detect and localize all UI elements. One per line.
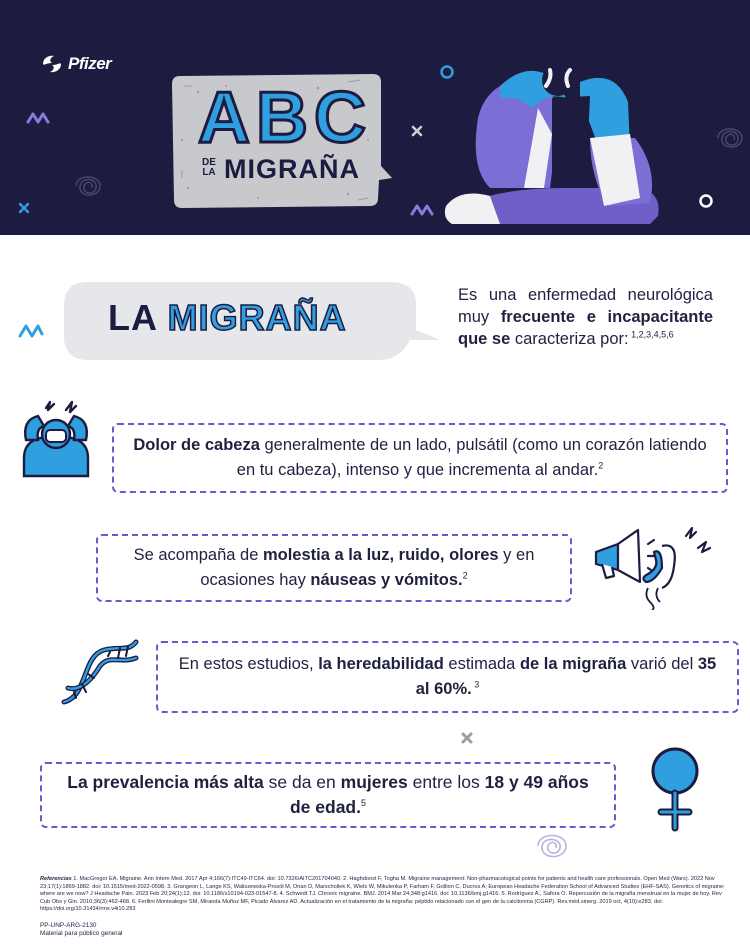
scribble-icon	[710, 118, 750, 158]
card4-bold3: 18 y 49 años de edad.	[289, 772, 589, 817]
card1-bold: Dolor de cabeza	[133, 436, 260, 454]
cross-icon	[410, 124, 424, 138]
cross-icon	[460, 731, 474, 745]
squiggle-icon	[26, 110, 50, 126]
person-with-headache-illustration	[440, 38, 670, 228]
info-card-symptoms-text	[116, 543, 552, 593]
references	[40, 876, 730, 914]
card1-ref: 2	[598, 460, 604, 471]
intro-refs: 1,2,3,4,5,6	[628, 329, 674, 340]
circle-icon	[698, 193, 714, 209]
references-label: Referencias	[40, 876, 72, 882]
card4-text1: se da en	[263, 772, 341, 792]
card2-bold1: molestia a la luz, ruido, olores	[262, 546, 499, 564]
card3-text1: En estos estudios,	[178, 655, 319, 673]
card2-text2: y en ocasiones hay	[200, 546, 535, 589]
dna-icon	[58, 636, 142, 708]
cross-icon	[18, 202, 30, 214]
scribble-icon	[530, 826, 574, 866]
info-card-symptoms	[96, 534, 572, 602]
material-code: PP-UNP-ARG-2130	[40, 922, 97, 929]
card4-text2: entre los	[407, 772, 485, 792]
card3-bold1: la heredabilidad	[318, 655, 444, 673]
headache-person-icon	[16, 400, 98, 478]
card3-text2: estimada	[443, 655, 520, 673]
card2-ref: 2	[462, 570, 468, 581]
brand-name: Pfizer	[68, 54, 112, 73]
card3-ref: 3	[471, 679, 480, 690]
intro-text-part2: caracteriza por:	[510, 330, 629, 348]
squiggle-icon	[410, 202, 434, 218]
card3-text3: varió del	[626, 655, 698, 673]
scribble-icon	[68, 166, 108, 206]
megaphone-nose-icon	[588, 522, 718, 610]
card4-bold2: mujeres	[340, 772, 408, 792]
migrana-title: MIGRAÑA	[224, 154, 360, 184]
info-card-heritability-text	[176, 652, 719, 702]
squiggle-icon	[18, 322, 44, 340]
intro-text-bold: frecuente e incapacitante que se	[458, 308, 713, 348]
card3-bold2: de la migraña	[519, 655, 627, 673]
intro-heading-part2: MIGRAÑA	[167, 297, 347, 338]
info-card-headache	[112, 423, 728, 493]
brand-logo	[40, 52, 111, 76]
intro-heading	[108, 298, 347, 338]
header-banner	[0, 0, 750, 235]
info-card-headache-text	[132, 433, 708, 483]
card2-bold2: náuseas y vómitos.	[310, 571, 463, 589]
info-card-heritability	[156, 641, 739, 713]
intro-description	[458, 284, 713, 350]
de-la-label: DE LA	[202, 157, 216, 178]
card4-bold1: La prevalencia más alta	[67, 772, 264, 792]
intro-text-part1: Es una enfermedad neurológica muy	[458, 286, 713, 326]
abc-title: ABC	[198, 78, 372, 158]
material-note: Material para público general	[40, 930, 123, 937]
card3-bold3: 35 al 60%.	[415, 655, 717, 698]
female-symbol-icon	[646, 744, 704, 832]
card1-text: generalmente de un lado, pulsátil (como un corazón latiendo en tu cabeza), intenso y que incrementa al andar.	[236, 436, 707, 479]
card2-text1: Se acompaña de	[133, 546, 263, 564]
pfizer-logo-icon	[40, 52, 64, 76]
card4-ref: 5	[360, 798, 366, 809]
info-card-prevalence	[40, 762, 616, 828]
references-text: 1. MacGregor EA. Migraine. Ann Intern Med. 2017 Apr 4;166(7):ITC49-ITC64. doi: 10.7326/AITC201704040. 2. Haghdoost F, Togha M. Migraine management: Non-pharmacological points for patients and health care professionals. Open Med (Wars). 2022 Nov 23;17(1):1869-1882. doi: 10.1515/med-2022-0598. 3. Grangeon L, Lange KS, Waliszewska-Prosół M, Onan D, Marschollek K, Wiels W, Mikulenka P, Farham F, Gollion C, Ducros A; European Headache Federation School of Advanced Studies (EHF-SAS). Genetics of migraine: where are we now? J Headache Pain. 2023 Feb 20;24(1):12. doi: 10.1186/s10194-023-01547-8. 4. Schwedt TJ. Chronic migraine. BMJ. 2014 Mar 24;348:g1416. doi: 10.1136/bmj.g1416. 5. Rodríguez A., Safora O. Repercusión de la migraña menstrual en la mujer de hoy. Rev Cub Obs y Gin. 2010;36(3):462-468. 6. Ferllini Montealegre SM, Miranda Muñoz MF, Picado Álvarez AD. Actualización en el tratamiento de la migraña: péptido relacionado con el gen de la calcitonina (CGRP). Rev.méd.sinerg. 2019 oct, 4(10):e283. doi: https://doi.org/10.31434/rms.v4i10.283	[40, 876, 725, 913]
footer-code	[40, 922, 122, 938]
info-card-prevalence-text	[60, 770, 596, 820]
intro-heading-part1: LA	[108, 297, 168, 338]
